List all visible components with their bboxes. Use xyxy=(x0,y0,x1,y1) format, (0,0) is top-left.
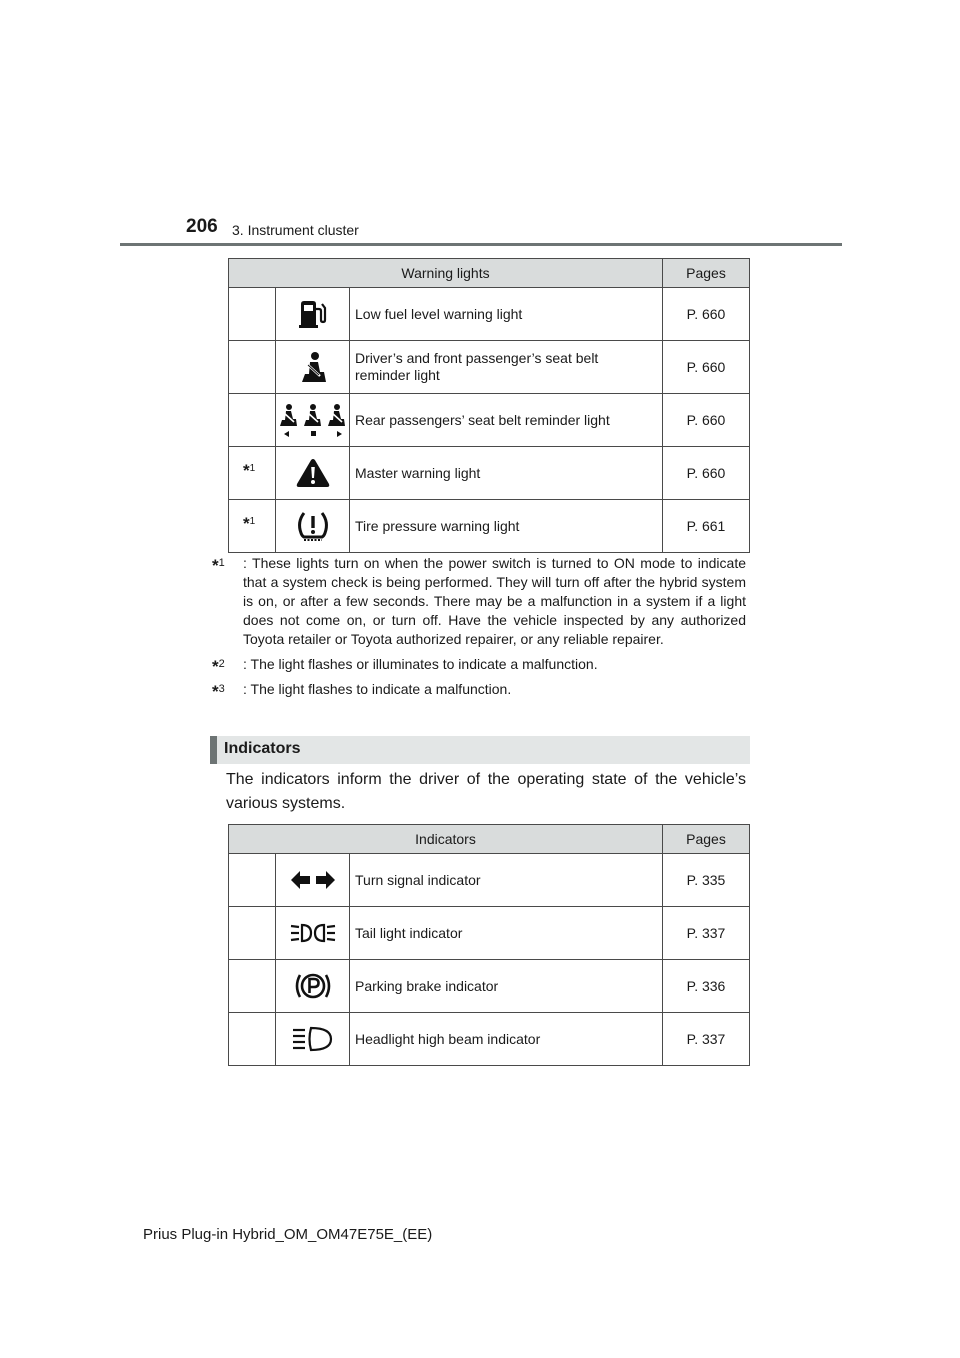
row-page-ref: P. 660 xyxy=(663,394,750,447)
footnotes xyxy=(212,554,746,705)
table-header-row xyxy=(229,825,750,854)
row-page-ref: P. 337 xyxy=(663,907,750,960)
fuel-pump-icon xyxy=(298,299,328,329)
footnote-asterisk: * xyxy=(243,461,250,480)
section-title: 3. Instrument cluster xyxy=(232,222,359,238)
header-rule xyxy=(120,243,842,246)
footnote xyxy=(212,680,746,699)
row-page-ref: P. 335 xyxy=(663,854,750,907)
row-mark xyxy=(229,960,276,1013)
tail-light-icon xyxy=(289,921,337,945)
footnote xyxy=(212,655,746,674)
footnote-text: : The light flashes to indicate a malfunction. xyxy=(243,681,512,697)
row-page-ref: P. 336 xyxy=(663,960,750,1013)
row-description: Headlight high beam indicator xyxy=(350,1013,663,1066)
warning-lights-table xyxy=(228,258,750,553)
row-description: Master warning light xyxy=(350,447,663,500)
row-page-ref: P. 660 xyxy=(663,288,750,341)
table-header-row xyxy=(229,259,750,288)
footnote-asterisk: * xyxy=(243,514,250,533)
footnote-number: 1 xyxy=(218,557,225,569)
footer-doc-id: Prius Plug-in Hybrid_OM_OM47E75E_(EE) xyxy=(143,1226,433,1243)
row-mark xyxy=(229,1013,276,1066)
row-mark xyxy=(229,447,276,500)
row-page-ref: P. 660 xyxy=(663,341,750,394)
table-row xyxy=(229,1013,750,1066)
row-page-ref: P. 337 xyxy=(663,1013,750,1066)
footnote-text: : These lights turn on when the power switch is turned to ON mode to indicate that a system check is being performed. They will turn off after the hybrid system is on, or after a few seconds. There may be a malfunction in a system if a light does not come on, or turn off. Have the vehicle inspected by any authorized Toyota retailer or Toyota authorized repairer, or any reliable repairer. xyxy=(243,555,746,647)
indicators-table xyxy=(228,824,750,1066)
row-description: Tail light indicator xyxy=(350,907,663,960)
high-beam-icon xyxy=(291,1026,335,1052)
table-row xyxy=(229,341,750,394)
table-row xyxy=(229,288,750,341)
row-mark xyxy=(229,907,276,960)
table-row xyxy=(229,907,750,960)
footnote-asterisk: * xyxy=(212,556,219,575)
tire-pressure-icon xyxy=(295,509,331,543)
indicators-heading-bar xyxy=(210,736,750,764)
rear-seat-belt-icon xyxy=(278,403,348,437)
footnote-number: 1 xyxy=(249,516,256,527)
row-description: Low fuel level warning light xyxy=(350,288,663,341)
footnote-number: 2 xyxy=(218,658,225,670)
icon-cell xyxy=(276,500,350,553)
turn-signal-icon xyxy=(290,870,336,890)
footnote-asterisk: * xyxy=(212,682,219,701)
row-description: Turn signal indicator xyxy=(350,854,663,907)
parking-brake-icon xyxy=(294,970,332,1002)
seat-belt-icon xyxy=(298,351,328,383)
icon-cell xyxy=(276,341,350,394)
icon-cell xyxy=(276,288,350,341)
row-description: Driver’s and front passenger’s seat belt reminder light xyxy=(350,341,663,394)
footnote-number: 1 xyxy=(249,463,256,474)
row-mark xyxy=(229,341,276,394)
table-row xyxy=(229,854,750,907)
icon-cell xyxy=(276,854,350,907)
row-mark xyxy=(229,854,276,907)
indicators-intro: The indicators inform the driver of the operating state of the vehicle’s various systems. xyxy=(226,771,746,812)
footnote xyxy=(212,554,746,649)
table-row xyxy=(229,447,750,500)
icon-cell xyxy=(276,394,350,447)
row-mark xyxy=(229,394,276,447)
indicators-heading: Indicators xyxy=(224,740,301,757)
footnote-text: : The light flashes or illuminates to indicate a malfunction. xyxy=(243,656,598,672)
icon-cell xyxy=(276,907,350,960)
icon-cell xyxy=(276,960,350,1013)
table-row xyxy=(229,394,750,447)
row-page-ref: P. 660 xyxy=(663,447,750,500)
column-header-indicators: Indicators xyxy=(229,825,663,854)
footnote-number: 3 xyxy=(218,683,225,695)
table-row xyxy=(229,960,750,1013)
page-number: 206 xyxy=(186,216,218,237)
row-description: Parking brake indicator xyxy=(350,960,663,1013)
row-mark xyxy=(229,500,276,553)
row-description: Rear passengers’ seat belt reminder light xyxy=(350,394,663,447)
column-header-pages: Pages xyxy=(663,259,750,288)
master-warning-icon xyxy=(296,458,330,488)
column-header-pages: Pages xyxy=(663,825,750,854)
footnote-asterisk: * xyxy=(212,657,219,676)
row-description: Tire pressure warning light xyxy=(350,500,663,553)
row-page-ref: P. 661 xyxy=(663,500,750,553)
icon-cell xyxy=(276,447,350,500)
icon-cell xyxy=(276,1013,350,1066)
column-header-warning-lights: Warning lights xyxy=(229,259,663,288)
row-mark xyxy=(229,288,276,341)
table-row xyxy=(229,500,750,553)
